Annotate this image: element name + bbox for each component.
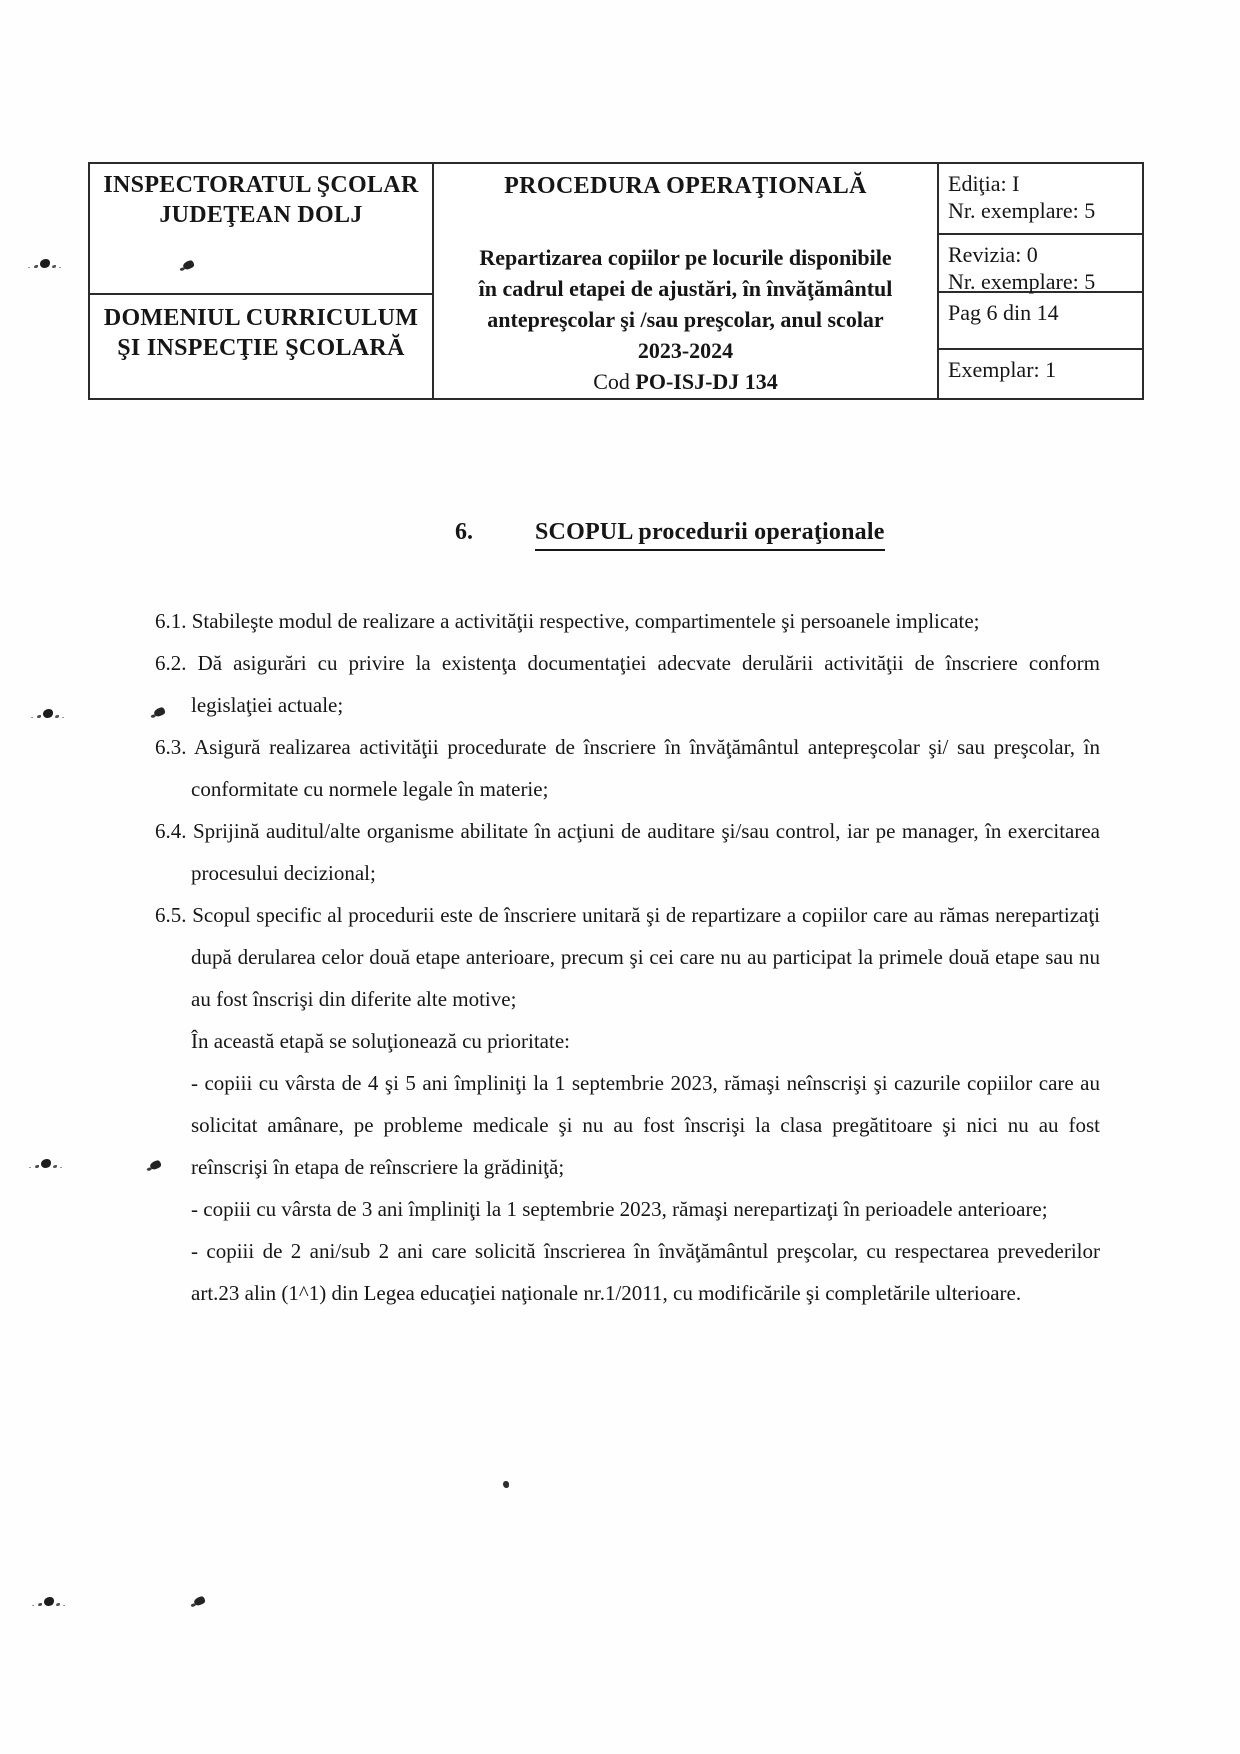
edition-copies: Nr. exemplare: 5	[948, 198, 1096, 223]
copy-number: Exemplar: 1	[948, 357, 1057, 382]
procedure-title-line: 2023-2024	[637, 338, 734, 363]
scan-artifact	[44, 1597, 54, 1606]
domain-cell	[90, 295, 432, 363]
paragraph-text: Stabileşte modul de realizare a activităţii respective, compartimentele şi persoanele implicate;	[191, 609, 980, 633]
scan-artifact	[41, 1159, 51, 1168]
org-name-line1: INSPECTORATUL ŞCOLAR	[103, 172, 419, 198]
procedure-title-line: Repartizarea copiilor pe locurile disponibile	[479, 245, 892, 270]
body-text	[155, 600, 1100, 1314]
org-name-cell	[90, 164, 432, 295]
header-column-center	[434, 164, 939, 398]
paragraph-number: 6.2.	[155, 651, 187, 675]
bullet-children-4-5: - copiii cu vârsta de 4 şi 5 ani împliniţi la 1 septembrie 2023, rămaşi neînscrişi şi cazurile copiilor care au solicitat amânare, pe probleme medicale şi nu au fost înscrişi la clasa pregătitoare şi nici nu au fost reînscrişi în etapa de reînscriere la grădiniţă;	[191, 1071, 1100, 1179]
section-number: 6.	[455, 519, 473, 545]
priority-intro-line: În această etapă se soluţionează cu prioritate:	[191, 1029, 570, 1053]
section-heading	[455, 516, 885, 551]
paragraph-text: Scopul specific al procedurii este de înscriere unitară şi de repartizare a copiilor care au rămas nerepartizaţi după derularea celor două etape anterioare, precum şi cei care nu au participat la primele două etape sau nu au fost înscrişi din diferite alte motive;	[191, 903, 1101, 1011]
paragraph-number: 6.4.	[155, 819, 187, 843]
copy-number-cell	[939, 350, 1142, 396]
procedure-title	[434, 242, 937, 366]
procedure-header-table	[88, 162, 1144, 400]
scan-artifact	[503, 1481, 509, 1488]
section-title: SCOPUL procedurii operaţionale	[535, 516, 885, 551]
procedure-title-line: antepreşcolar şi /sau preşcolar, anul scolar	[487, 307, 884, 332]
revision-cell	[939, 235, 1142, 293]
edition-cell	[939, 164, 1142, 235]
bullet-children-3: - copiii cu vârsta de 3 ani împliniţi la 1 septembrie 2023, rămaşi nerepartizaţi în perioadele anterioare;	[191, 1197, 1048, 1221]
paragraph-number: 6.1.	[155, 609, 187, 633]
paragraph-text: Dă asigurări cu privire la existenţa documentaţiei adecvate derulării activităţii de înscriere conform legislaţiei actuale;	[191, 651, 1100, 717]
paragraph-6-2	[155, 642, 1100, 726]
doc-type-title: PROCEDURA OPERAŢIONALĂ	[504, 173, 867, 199]
code-value: PO-ISJ-DJ 134	[635, 369, 778, 394]
procedure-title-cell	[434, 164, 937, 398]
procedure-title-line: în cadrul etapei de ajustări, în învăţământul	[478, 276, 893, 301]
page-number-cell	[939, 293, 1142, 350]
scan-artifact	[40, 259, 50, 268]
scan-artifact	[43, 709, 53, 718]
page-number: Pag 6 din 14	[948, 300, 1059, 325]
paragraph-number: 6.3.	[155, 735, 187, 759]
revision-value: Revizia: 0	[948, 242, 1038, 267]
paragraph-number: 6.5.	[155, 903, 187, 927]
header-column-left	[90, 164, 434, 398]
revision-copies: Nr. exemplare: 5	[948, 269, 1096, 294]
procedure-code	[434, 366, 937, 397]
paragraph-6-5	[155, 894, 1100, 1020]
paragraph-text: Sprijină auditul/alte organisme abilitate în acţiuni de auditare şi/sau control, iar pe manager, în exercitarea procesului decizional;	[191, 819, 1100, 885]
paragraph-6-4	[155, 810, 1100, 894]
domain-line1: DOMENIUL CURRICULUM	[103, 305, 419, 331]
paragraph-text: Asigură realizarea activităţii procedurate de înscriere în învăţământul antepreşcolar şi/ sau preşcolar, în conformitate cu normele legale în materie;	[191, 735, 1100, 801]
bullet-children-under-2: - copiii de 2 ani/sub 2 ani care solicită înscrierea în învăţământul preşcolar, cu respectarea prevederilor art.23 alin (1^1) din Legea educaţiei naţionale nr.1/2011, cu modificările şi completările ulterioare.	[191, 1239, 1100, 1305]
code-label: Cod	[593, 369, 630, 394]
domain-line2: ŞI INSPECŢIE ŞCOLARĂ	[117, 335, 405, 361]
org-name-line2: JUDEŢEAN DOLJ	[159, 202, 363, 228]
paragraph-6-3	[155, 726, 1100, 810]
edition-value: Ediţia: I	[948, 171, 1020, 196]
paragraph-6-1	[155, 600, 1100, 642]
scan-artifact	[193, 1596, 206, 1606]
header-column-right	[939, 164, 1142, 398]
